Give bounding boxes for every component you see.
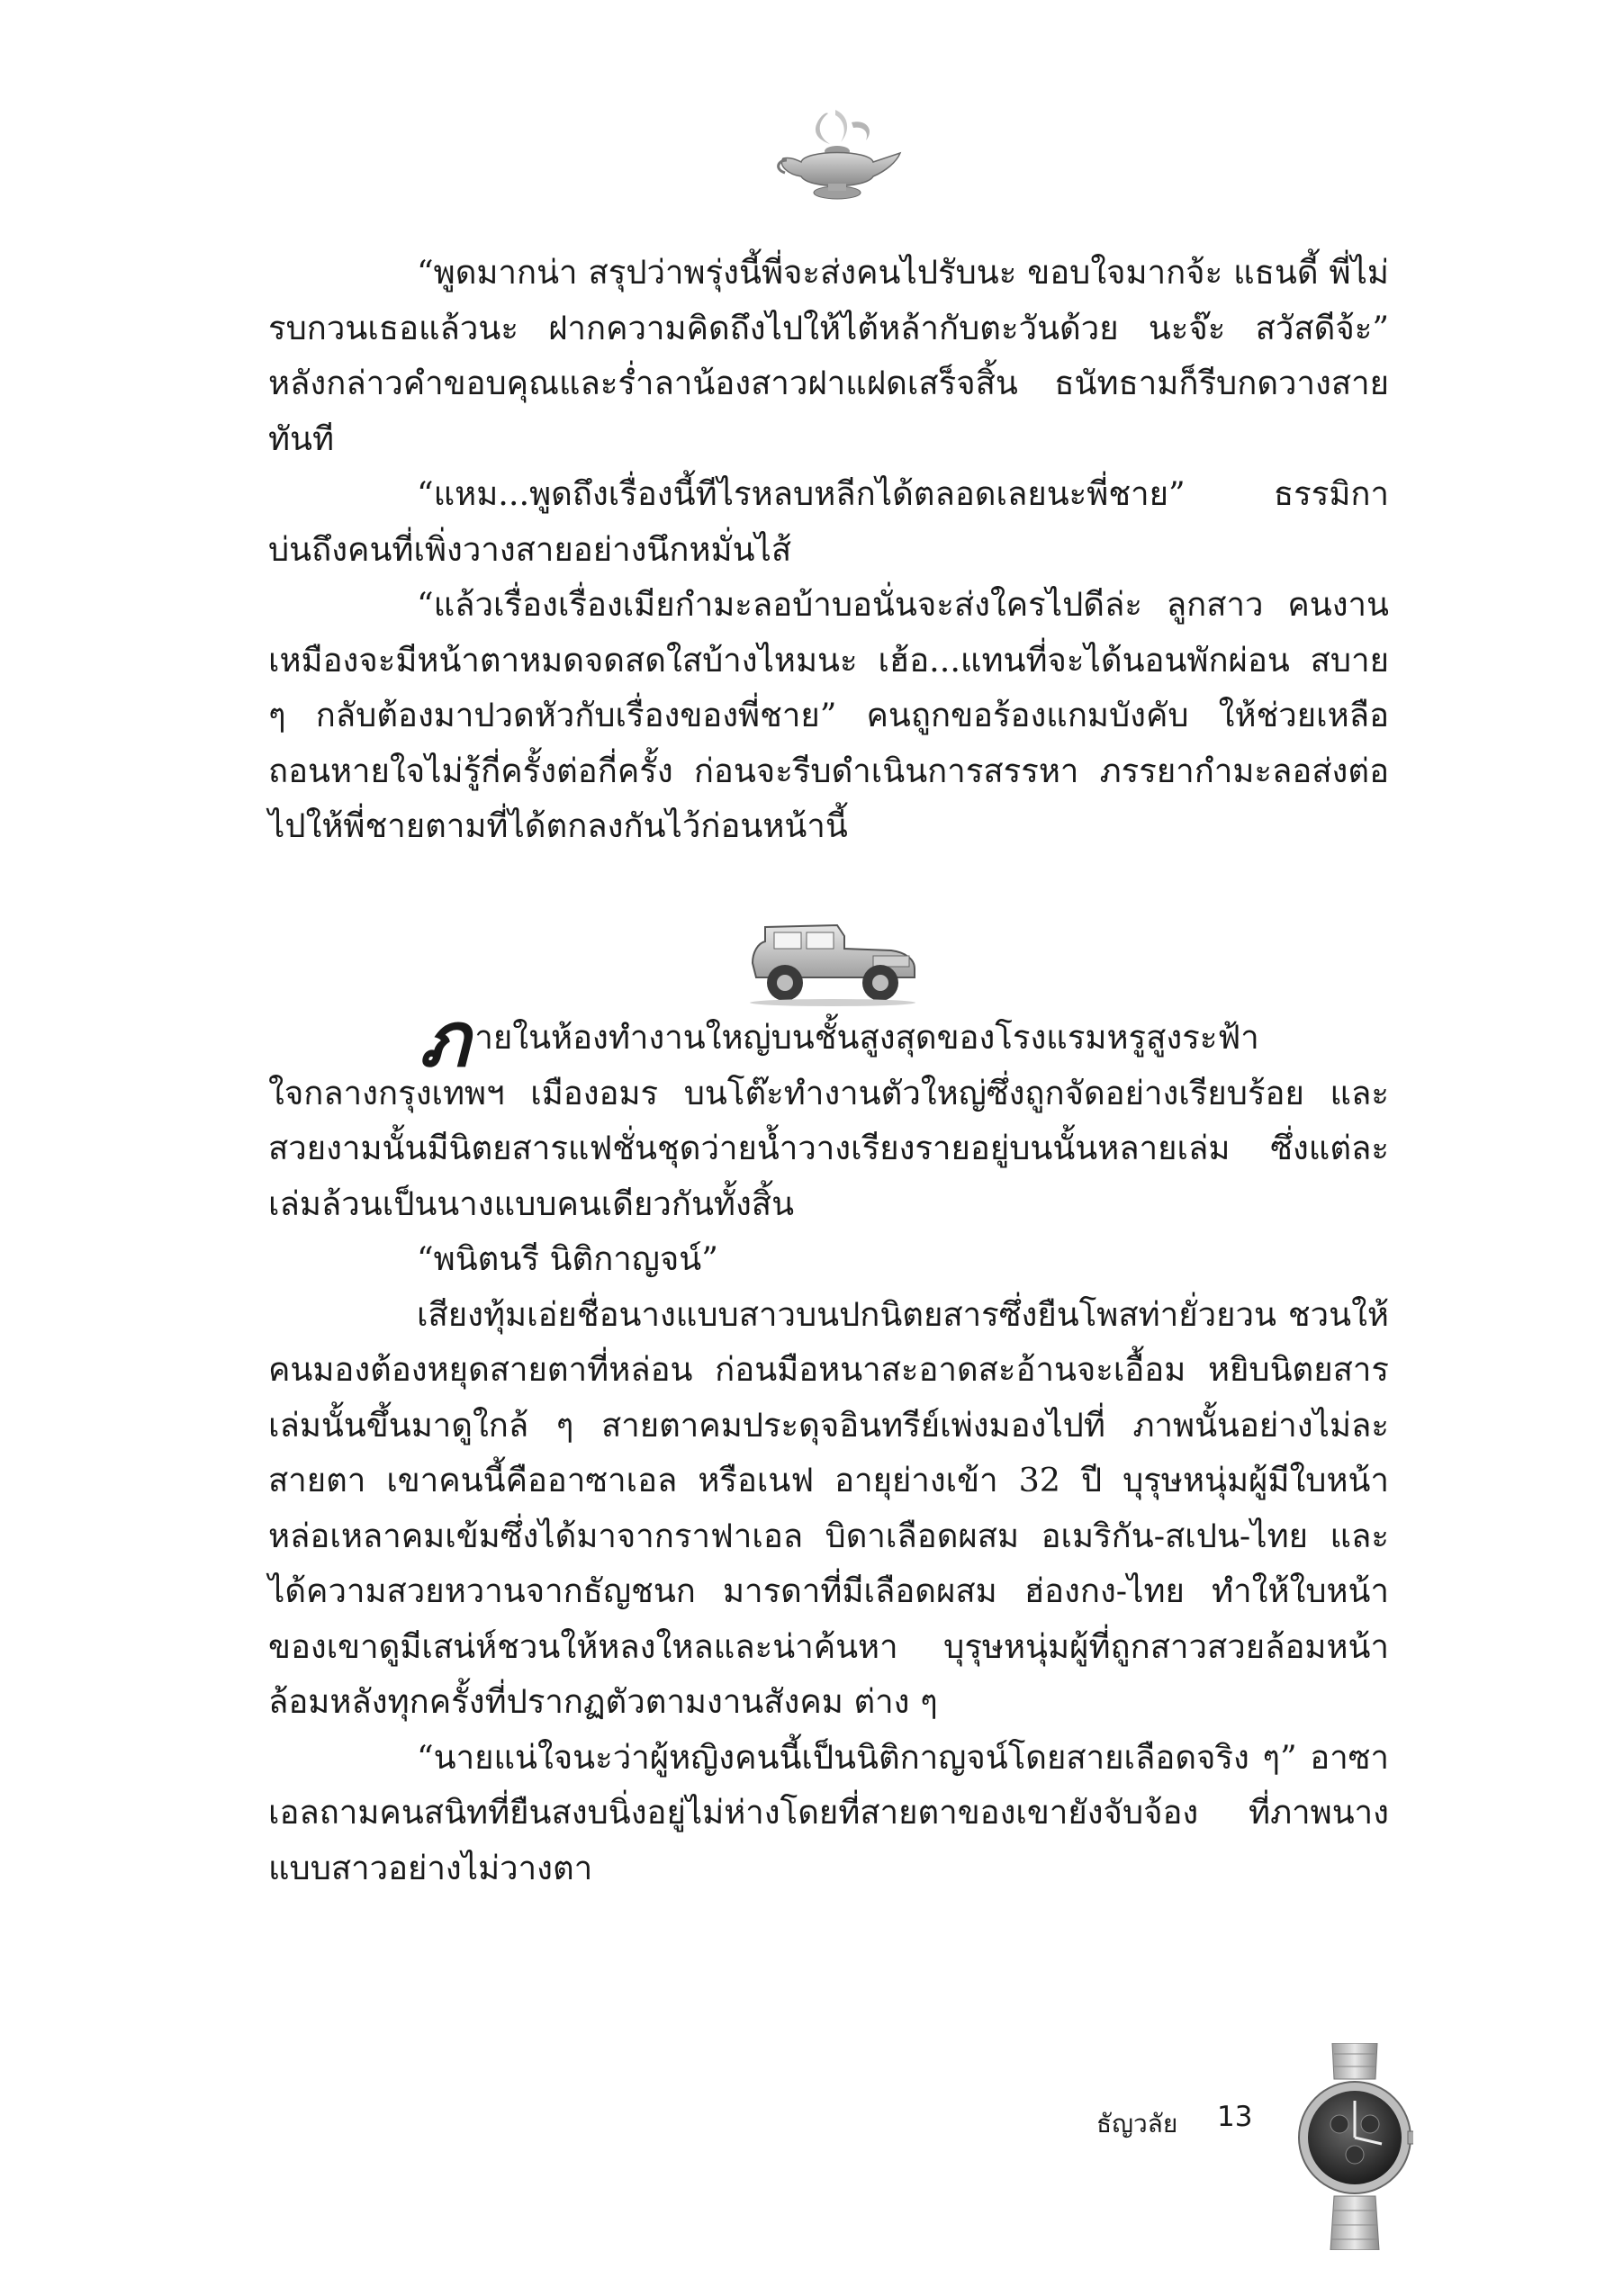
text-block-bottom	[268, 994, 1389, 1895]
paragraph: “นายแน่ใจนะว่าผู้หญิงคนนี้เป็นนิติกาญจน์โดยสายเลือดจริง ๆ” อาซาเอลถามคนสนิทที่ยืนสงบนิ่งอยู่ไม่ห่างโดยที่สายตาของเขายังจับจ้อง ที่ภาพนางแบบสาวอย่างไม่วางตา	[268, 1737, 1389, 1887]
first-line-text: ายในห้องทำงานใหญ่บนชั้นสูงสุดของโรงแรมหรูสูงระฟ้า	[474, 1018, 1259, 1057]
paragraph: “แหม...พูดถึงเรื่องนี้ทีไรหลบหลีกได้ตลอดเลยนะพี่ชาย” ธรรมิกา บ่นถึงคนที่เพิ่งวางสายอย่างนึกหมั่นไส้	[268, 474, 1389, 569]
paragraph: ใจกลางกรุงเทพฯ เมืองอมร บนโต๊ะทำงานตัวใหญ่ซึ่งถูกจัดอย่างเรียบร้อย และสวยงามนั้นมีนิตยสารแฟชั่นชุดว่ายน้ำวางเรียงรายอยู่บนนั้นหลายเล่ม ซึ่งแต่ละเล่มล้วนเป็นนางแบบคนเดียวกันทั้งสิ้น	[268, 1073, 1389, 1223]
text-block-top	[268, 245, 1389, 854]
book-title: ธัญวลัย	[1096, 2109, 1178, 2138]
paragraph: “พนิตนรี นิติกาญจน์”	[417, 1239, 718, 1278]
page-number: 13	[1217, 2101, 1253, 2133]
first-line	[268, 994, 1389, 1084]
paragraph: “พูดมากน่า สรุปว่าพรุ่งนี้พี่จะส่งคนไปรับนะ ขอบใจมากจ้ะ แธนดี้ พี่ไม่รบกวนเธอแล้วนะ ฝากความคิดถึงไปให้ไต้หล้ากับตะวันด้วย นะจ๊ะ สวัสดีจ้ะ” หลังกล่าวคำขอบคุณและร่ำลาน้องสาวฝาแฝดเสร็จสิ้น ธนัทธามก็รีบกดวางสายทันที	[268, 253, 1389, 458]
drop-cap: ภ	[419, 994, 470, 1084]
paragraph: “แล้วเรื่องเรื่องเมียกำมะลอบ้าบอนั่นจะส่งใครไปดีล่ะ ลูกสาว คนงานเหมืองจะมีหน้าตาหมดจดสดใสบ้างไหมนะ เฮ้อ...แทนที่จะได้นอนพักผ่อน สบาย ๆ กลับต้องมาปวดหัวกับเรื่องของพี่ชาย” คนถูกขอร้องแกมบังคับ ให้ช่วยเหลือถอนหายใจไม่รู้กี่ครั้งต่อกี่ครั้ง ก่อนจะรีบดำเนินการสรรหา ภรรยากำมะลอส่งต่อไปให้พี่ชายตามที่ได้ตกลงกันไว้ก่อนหน้านี้	[268, 585, 1389, 845]
genie-lamp-icon	[765, 106, 909, 214]
paragraph: เสียงทุ้มเอ่ยชื่อนางแบบสาวบนปกนิตยสารซึ่งยืนโพสท่ายั่วยวน ชวนให้คนมองต้องหยุดสายตาที่หล่อน ก่อนมือหนาสะอาดสะอ้านจะเอื้อม หยิบนิตยสารเล่มนั้นขึ้นมาดูใกล้ ๆ สายตาคมประดุจอินทรีย์เพ่งมองไปที่ ภาพนั้นอย่างไม่ละสายตา เขาคนนี้คืออาซาเอล หรือเนฟ อายุย่างเข้า 32 ปี บุรุษหนุ่มผู้มีใบหน้าหล่อเหลาคมเข้มซึ่งได้มาจากราฟาเอล บิดาเลือดผสม อเมริกัน-สเปน-ไทย และได้ความสวยหวานจากธัญชนก มารดาที่มีเลือดผสม ฮ่องกง-ไทย ทำให้ใบหน้าของเขาดูมีเสน่ห์ชวนให้หลงใหลและน่าค้นหา บุรุษหนุ่มผู้ที่ถูกสาวสวยล้อมหน้าล้อมหลังทุกครั้งที่ปรากฏตัวตามงานสังคม ต่าง ๆ	[268, 1294, 1389, 1721]
wristwatch-icon	[1296, 2043, 1413, 2250]
jeep-icon	[738, 909, 927, 1008]
